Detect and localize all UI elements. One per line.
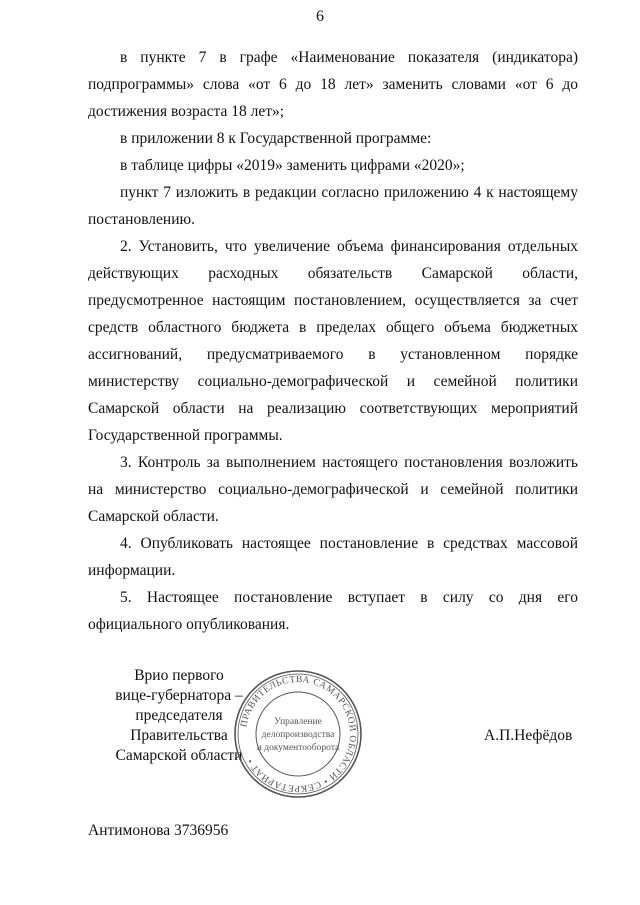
paragraph-6: 3. Контроль за выполнением настоящего постановления возложить на министерство социально-демографической и семейной политики Самарской области. [88, 454, 578, 525]
signatory-title-line-1: Врио первого [134, 667, 224, 684]
stamp-center-line-1: Управление [274, 717, 322, 727]
signatory-title-line-2: вице-губернатора – [115, 687, 243, 704]
paragraph-3: в таблице цифры «2019» заменить цифрами «2020»; [120, 157, 465, 174]
paragraph-8: 5. Настоящее постановление вступает в силу со дня его официального опубликования. [88, 589, 578, 633]
paragraph-4: пункт 7 изложить в редакции согласно приложению 4 к настоящему постановлению. [88, 184, 578, 228]
signatory-title-line-4: Самарской области [115, 747, 243, 764]
stamp-center-line-3: и документооборота [256, 743, 340, 753]
signatory-name: А.П.Нефёдов [484, 727, 573, 744]
stamp-center-line-2: делопроизводства [261, 730, 335, 740]
page-number: 6 [316, 8, 324, 25]
executor-info: Антимонова 3736956 [88, 822, 229, 839]
paragraph-1: в пункте 7 в графе «Наименование показателя (индикатора) подпрограммы» слова «от 6 до 18 лет» заменить словами «от 6 до достижения возраста 18 лет»; [88, 49, 578, 120]
stamp-ring-text: ПРАВИТЕЛЬСТВА САМАРСКОЙ ОБЛАСТИ • СЕКРЕТАРИАТ • [239, 674, 358, 794]
official-stamp-icon [232, 668, 364, 800]
paragraph-7: 4. Опубликовать настоящее постановление в средствах массовой информации. [88, 535, 578, 579]
document-body [88, 44, 578, 638]
paragraph-2: в приложении 8 к Государственной программе: [120, 130, 432, 147]
signatory-title-line-3: председателя Правительства [130, 707, 228, 744]
paragraph-5: 2. Установить, что увеличение объема финансирования отдельных действующих расходных обязательств Самарской области, предусмотренное настоящим постановлением, осуществляется за счет средств областного бюджета в пределах общего объема бюджетных ассигнований, предусматриваемого в установленном порядке министерству социально-демографической и семейной политики Самарской области на реализацию соответствующих мероприятий Государственной программы. [88, 238, 578, 444]
